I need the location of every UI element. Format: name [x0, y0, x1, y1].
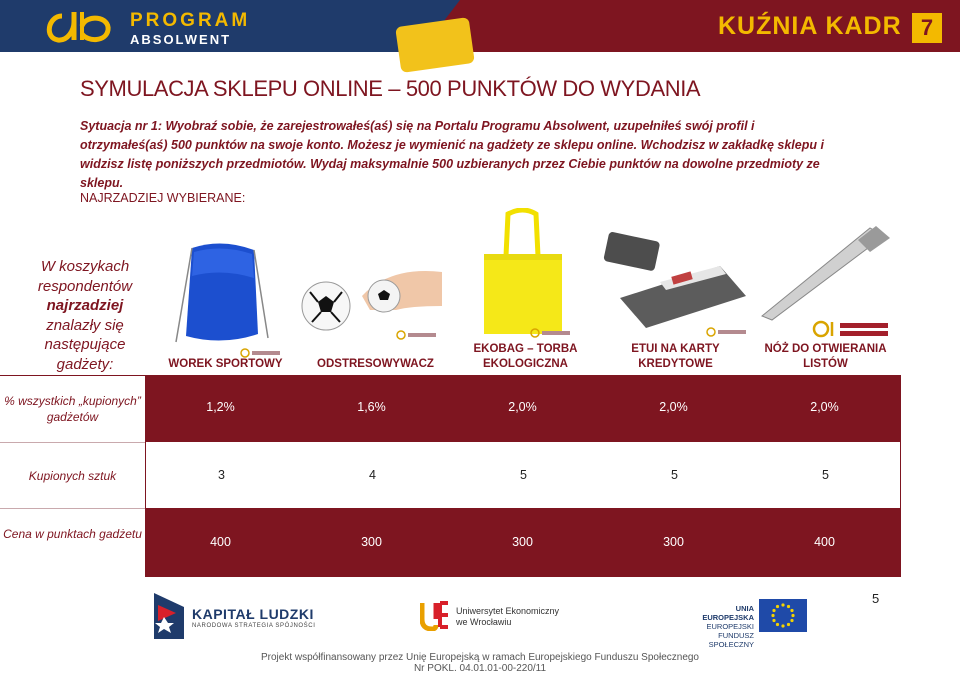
table-cell: 5	[822, 468, 829, 482]
product-letter-opener	[750, 180, 901, 375]
table-cell: 5	[671, 468, 678, 482]
table-cell: 2,0%	[659, 400, 688, 414]
ue-line-2: we Wrocławiu	[456, 617, 512, 627]
table-cell: 300	[663, 535, 684, 549]
footer-text	[0, 652, 960, 674]
table-row	[0, 442, 960, 508]
mini-program-logo	[396, 330, 438, 340]
program-absolwent-small-logo-icon	[812, 318, 892, 340]
eu-line-1: UNIA EUROPEJSKA	[702, 604, 754, 622]
row-values	[145, 508, 901, 577]
card-holder-icon	[600, 230, 750, 330]
caption-emphasis: najrzadziej	[46, 297, 124, 314]
table-cell: 5	[520, 468, 527, 482]
row-label: Kupionych sztuk	[28, 469, 117, 483]
drawstring-bag-icon	[172, 238, 272, 350]
logo-text-absolwent: ABSOLWENT	[130, 32, 232, 47]
yellow-tab-decoration	[395, 17, 475, 73]
table-row	[0, 508, 960, 577]
table-cell: 1,6%	[357, 400, 386, 414]
table-cell: 1,2%	[206, 400, 235, 414]
tote-bag-icon	[478, 208, 568, 338]
eu-text	[686, 604, 754, 649]
product-drawstring-bag	[150, 180, 301, 375]
table-cell: 400	[814, 535, 835, 549]
product-label: WOREK SPORTOWY	[168, 358, 283, 370]
product-stress-ball	[300, 180, 451, 375]
product-label: NÓŻ DO OTWIERANIA LISTÓW	[764, 343, 887, 370]
side-caption	[26, 257, 144, 374]
row-label: Cena w punktach gadżetu	[3, 527, 142, 541]
letter-opener-icon	[758, 222, 898, 322]
mini-program-logo	[530, 328, 572, 338]
footer-line-1: Projekt współfinansowany przez Unię Europejską w ramach Europejskiego Funduszu Społecznego	[260, 652, 699, 663]
table-cell: 300	[512, 535, 533, 549]
caption-part-3: znalazły się następujące gadżety:	[44, 316, 126, 373]
ue-line-1: Uniwersytet Ekonomiczny	[456, 606, 560, 616]
eu-flag-icon	[759, 599, 807, 632]
eu-line-3: FUNDUSZ SPOŁECZNY	[708, 631, 754, 649]
product-label: EKOBAG – TORBA EKOLOGICZNA	[473, 343, 578, 370]
section-heading: NAJRZADZIEJ WYBIERANE:	[80, 191, 246, 205]
eu-line-2: EUROPEJSKI	[706, 622, 754, 631]
page-title: SYMULACJA SKLEPU ONLINE – 500 PUNKTÓW DO WYDANIA	[80, 76, 701, 101]
table-row	[0, 375, 960, 442]
ue-wroclaw-text	[456, 606, 559, 628]
table-cell: 2,0%	[508, 400, 537, 414]
product-label: ETUI NA KARTY KREDYTOWE	[631, 343, 720, 370]
kuznia-kadr-badge: 7	[912, 13, 942, 43]
kapital-ludzki-title: KAPITAŁ LUDZKI	[192, 606, 314, 622]
mini-program-logo	[706, 327, 748, 337]
kapital-ludzki-logo-icon	[154, 593, 184, 639]
table-cell: 2,0%	[810, 400, 839, 414]
caption-part-1: W koszykach respondentów	[37, 258, 133, 295]
page-number: 5	[872, 591, 880, 606]
product-card-holder	[600, 180, 751, 375]
product-label: ODSTRESOWYWACZ	[317, 358, 434, 370]
footer-line-2: Nr POKL. 04.01.01-00-220/11	[413, 663, 547, 674]
logo-text-program: PROGRAM	[130, 10, 251, 31]
row-label: % wszystkich „kupionych” gadżetów	[4, 394, 141, 424]
scenario-intro: Sytuacja nr 1: Wyobraź sobie, że zarejestrowałeś(aś) się na Portalu Programu Absolwent, uzupełniłeś swój profil i otrzymałeś(aś) 500 punktów na swoje konto. Możesz je wymienić na gadżety ze sklepu online. Wchodzisz w zakładkę sklepu i widzisz listę poniższych przedmiotów. Wydaj maksymalnie 500 uzbieranych przez Ciebie punktów na dowolne przedmioty ze sklepu.	[80, 119, 824, 190]
stress-ball-icon	[300, 266, 445, 356]
program-absolwent-logo-icon	[40, 8, 118, 46]
kuznia-kadr-logo: KUŹNIA KADR	[718, 12, 902, 40]
ue-wroclaw-logo-icon	[420, 599, 450, 631]
row-values	[145, 375, 901, 442]
kapital-ludzki-subtitle: NARODOWA STRATEGIA SPÓJNOŚCI	[192, 623, 316, 629]
table-cell: 4	[369, 468, 376, 482]
product-tote-bag	[450, 180, 601, 375]
row-values	[145, 442, 901, 508]
table-cell: 300	[361, 535, 382, 549]
table-cell: 400	[210, 535, 231, 549]
table-cell: 3	[218, 468, 225, 482]
